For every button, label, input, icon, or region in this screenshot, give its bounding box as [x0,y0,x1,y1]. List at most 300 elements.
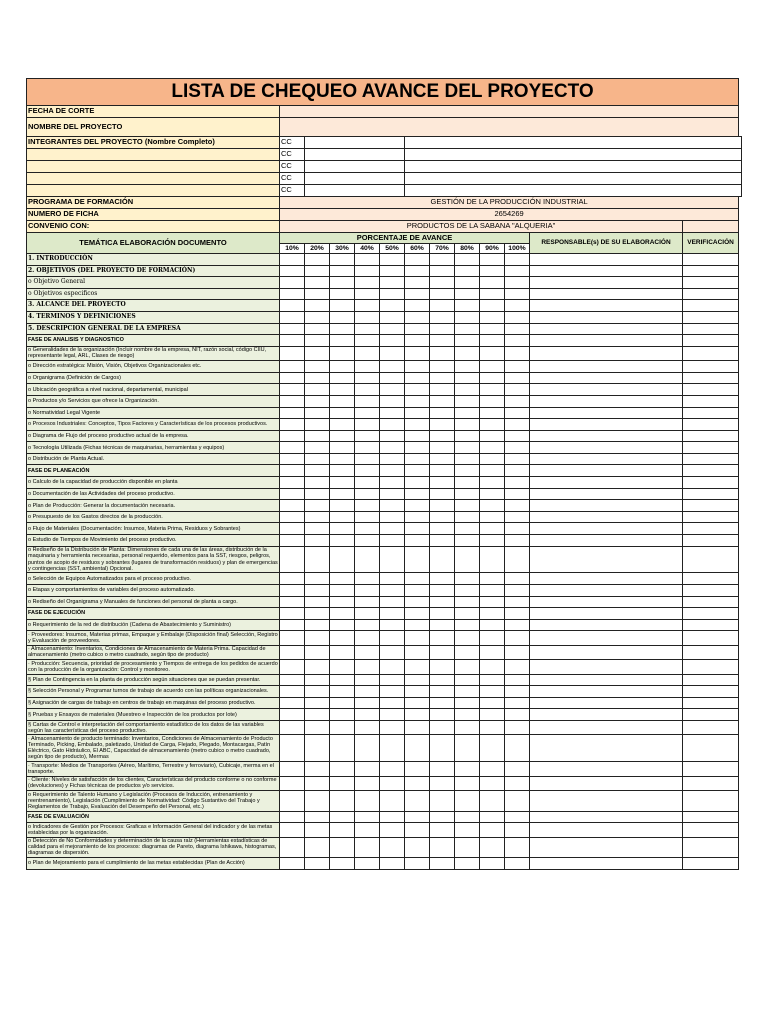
responsable-cell[interactable] [530,254,683,266]
progress-cell[interactable] [355,277,380,289]
verificacion-cell[interactable] [683,430,739,442]
progress-cell[interactable] [305,858,330,870]
responsable-cell[interactable] [530,709,683,721]
progress-cell[interactable] [355,546,380,573]
progress-cell[interactable] [280,709,305,721]
progress-cell[interactable] [480,573,505,585]
progress-cell[interactable] [430,395,455,407]
progress-cell[interactable] [280,335,305,347]
progress-cell[interactable] [380,265,405,277]
progress-cell[interactable] [505,407,530,419]
progress-cell[interactable] [280,419,305,431]
progress-cell[interactable] [280,619,305,631]
progress-cell[interactable] [405,631,430,645]
progress-cell[interactable] [280,720,305,734]
progress-cell[interactable] [505,311,530,323]
responsable-cell[interactable] [530,858,683,870]
progress-cell[interactable] [405,384,430,396]
verificacion-cell[interactable] [683,858,739,870]
responsable-cell[interactable] [530,573,683,585]
progress-cell[interactable] [455,674,480,686]
progress-cell[interactable] [430,660,455,674]
progress-cell[interactable] [380,500,405,512]
progress-cell[interactable] [455,790,480,811]
progress-cell[interactable] [355,300,380,312]
progress-cell[interactable] [405,573,430,585]
progress-cell[interactable] [380,346,405,360]
progress-cell[interactable] [480,790,505,811]
verificacion-cell[interactable] [683,790,739,811]
progress-cell[interactable] [305,523,330,535]
progress-cell[interactable] [430,407,455,419]
progress-cell[interactable] [380,720,405,734]
verificacion-cell[interactable] [683,573,739,585]
progress-cell[interactable] [505,277,530,289]
progress-cell[interactable] [280,488,305,500]
progress-cell[interactable] [380,709,405,721]
progress-cell[interactable] [480,720,505,734]
progress-cell[interactable] [355,407,380,419]
verificacion-cell[interactable] [683,288,739,300]
progress-cell[interactable] [305,823,330,837]
progress-cell[interactable] [430,720,455,734]
progress-cell[interactable] [405,288,430,300]
progress-cell[interactable] [355,346,380,360]
progress-cell[interactable] [330,720,355,734]
progress-cell[interactable] [380,300,405,312]
progress-cell[interactable] [355,686,380,698]
progress-cell[interactable] [305,265,330,277]
verificacion-cell[interactable] [683,523,739,535]
verificacion-cell[interactable] [683,277,739,289]
progress-cell[interactable] [305,477,330,489]
progress-cell[interactable] [480,384,505,396]
verificacion-cell[interactable] [683,585,739,597]
progress-cell[interactable] [505,645,530,659]
progress-cell[interactable] [330,500,355,512]
progress-cell[interactable] [430,277,455,289]
progress-cell[interactable] [355,523,380,535]
progress-cell[interactable] [305,311,330,323]
progress-cell[interactable] [330,762,355,776]
progress-cell[interactable] [405,608,430,620]
progress-cell[interactable] [455,407,480,419]
progress-cell[interactable] [405,645,430,659]
progress-cell[interactable] [280,631,305,645]
progress-cell[interactable] [480,776,505,790]
responsable-cell[interactable] [530,535,683,547]
progress-cell[interactable] [355,442,380,454]
progress-cell[interactable] [505,762,530,776]
progress-cell[interactable] [480,346,505,360]
progress-cell[interactable] [280,762,305,776]
progress-cell[interactable] [280,776,305,790]
progress-cell[interactable] [455,419,480,431]
responsable-cell[interactable] [530,361,683,373]
progress-cell[interactable] [455,837,480,858]
progress-cell[interactable] [380,608,405,620]
verificacion-cell[interactable] [683,453,739,465]
progress-cell[interactable] [505,335,530,347]
progress-cell[interactable] [280,311,305,323]
progress-cell[interactable] [430,686,455,698]
responsable-cell[interactable] [530,674,683,686]
progress-cell[interactable] [280,407,305,419]
progress-cell[interactable] [430,790,455,811]
progress-cell[interactable] [505,776,530,790]
progress-cell[interactable] [330,465,355,477]
progress-cell[interactable] [455,477,480,489]
progress-cell[interactable] [380,323,405,335]
progress-cell[interactable] [455,546,480,573]
responsable-cell[interactable] [530,300,683,312]
responsable-cell[interactable] [530,488,683,500]
responsable-cell[interactable] [530,372,683,384]
progress-cell[interactable] [430,254,455,266]
progress-cell[interactable] [280,430,305,442]
verificacion-cell[interactable] [683,384,739,396]
progress-cell[interactable] [455,430,480,442]
progress-cell[interactable] [355,762,380,776]
progress-cell[interactable] [380,288,405,300]
progress-cell[interactable] [330,776,355,790]
progress-cell[interactable] [355,631,380,645]
progress-cell[interactable] [355,361,380,373]
progress-cell[interactable] [305,384,330,396]
verificacion-cell[interactable] [683,419,739,431]
verificacion-cell[interactable] [683,619,739,631]
progress-cell[interactable] [480,546,505,573]
responsable-cell[interactable] [530,823,683,837]
responsable-cell[interactable] [530,419,683,431]
progress-cell[interactable] [430,546,455,573]
progress-cell[interactable] [380,335,405,347]
progress-cell[interactable] [380,660,405,674]
progress-cell[interactable] [355,660,380,674]
progress-cell[interactable] [330,346,355,360]
member-name-cell[interactable] [405,185,742,197]
responsable-cell[interactable] [530,686,683,698]
progress-cell[interactable] [480,395,505,407]
progress-cell[interactable] [330,254,355,266]
progress-cell[interactable] [455,346,480,360]
progress-cell[interactable] [280,735,305,762]
progress-cell[interactable] [280,500,305,512]
progress-cell[interactable] [305,442,330,454]
progress-cell[interactable] [430,265,455,277]
progress-cell[interactable] [305,674,330,686]
verificacion-cell[interactable] [683,395,739,407]
progress-cell[interactable] [430,535,455,547]
progress-cell[interactable] [405,585,430,597]
progress-cell[interactable] [505,573,530,585]
progress-cell[interactable] [280,384,305,396]
progress-cell[interactable] [280,265,305,277]
progress-cell[interactable] [505,660,530,674]
progress-cell[interactable] [480,453,505,465]
progress-cell[interactable] [330,442,355,454]
progress-cell[interactable] [380,511,405,523]
progress-cell[interactable] [280,477,305,489]
responsable-cell[interactable] [530,453,683,465]
progress-cell[interactable] [455,858,480,870]
progress-cell[interactable] [355,720,380,734]
progress-cell[interactable] [430,323,455,335]
progress-cell[interactable] [380,361,405,373]
progress-cell[interactable] [455,395,480,407]
progress-cell[interactable] [480,488,505,500]
progress-cell[interactable] [330,335,355,347]
progress-cell[interactable] [280,453,305,465]
responsable-cell[interactable] [530,837,683,858]
progress-cell[interactable] [455,311,480,323]
progress-cell[interactable] [405,762,430,776]
verificacion-cell[interactable] [683,697,739,709]
progress-cell[interactable] [405,858,430,870]
progress-cell[interactable] [455,762,480,776]
progress-cell[interactable] [480,823,505,837]
progress-cell[interactable] [455,384,480,396]
progress-cell[interactable] [280,546,305,573]
progress-cell[interactable] [405,430,430,442]
progress-cell[interactable] [405,660,430,674]
progress-cell[interactable] [305,511,330,523]
verificacion-cell[interactable] [683,535,739,547]
progress-cell[interactable] [505,811,530,823]
progress-cell[interactable] [505,465,530,477]
progress-cell[interactable] [305,430,330,442]
progress-cell[interactable] [305,500,330,512]
progress-cell[interactable] [380,465,405,477]
progress-cell[interactable] [405,419,430,431]
progress-cell[interactable] [355,823,380,837]
member-name-cell[interactable] [405,137,742,149]
progress-cell[interactable] [330,811,355,823]
responsable-cell[interactable] [530,735,683,762]
progress-cell[interactable] [455,442,480,454]
progress-cell[interactable] [330,288,355,300]
progress-cell[interactable] [455,372,480,384]
progress-cell[interactable] [305,372,330,384]
verificacion-cell[interactable] [683,300,739,312]
progress-cell[interactable] [405,500,430,512]
verificacion-cell[interactable] [683,323,739,335]
progress-cell[interactable] [505,488,530,500]
progress-cell[interactable] [305,488,330,500]
progress-cell[interactable] [305,608,330,620]
progress-cell[interactable] [380,631,405,645]
responsable-cell[interactable] [530,608,683,620]
responsable-cell[interactable] [530,546,683,573]
progress-cell[interactable] [505,372,530,384]
responsable-cell[interactable] [530,311,683,323]
responsable-cell[interactable] [530,776,683,790]
progress-cell[interactable] [305,585,330,597]
progress-cell[interactable] [405,596,430,608]
progress-cell[interactable] [355,500,380,512]
progress-cell[interactable] [280,323,305,335]
progress-cell[interactable] [480,511,505,523]
verificacion-cell[interactable] [683,596,739,608]
progress-cell[interactable] [355,395,380,407]
progress-cell[interactable] [455,511,480,523]
progress-cell[interactable] [380,858,405,870]
progress-cell[interactable] [355,372,380,384]
verificacion-cell[interactable] [683,254,739,266]
progress-cell[interactable] [405,361,430,373]
progress-cell[interactable] [505,419,530,431]
progress-cell[interactable] [355,430,380,442]
progress-cell[interactable] [330,323,355,335]
progress-cell[interactable] [430,419,455,431]
progress-cell[interactable] [355,619,380,631]
progress-cell[interactable] [455,720,480,734]
progress-cell[interactable] [505,709,530,721]
responsable-cell[interactable] [530,465,683,477]
progress-cell[interactable] [405,535,430,547]
progress-cell[interactable] [280,372,305,384]
progress-cell[interactable] [455,619,480,631]
progress-cell[interactable] [330,686,355,698]
progress-cell[interactable] [380,573,405,585]
progress-cell[interactable] [305,811,330,823]
verificacion-cell[interactable] [683,608,739,620]
member-name-cell[interactable] [405,149,742,161]
progress-cell[interactable] [430,361,455,373]
progress-cell[interactable] [280,823,305,837]
progress-cell[interactable] [380,488,405,500]
progress-cell[interactable] [505,608,530,620]
progress-cell[interactable] [480,596,505,608]
cc-number-cell[interactable] [305,149,405,161]
progress-cell[interactable] [430,300,455,312]
progress-cell[interactable] [405,488,430,500]
progress-cell[interactable] [505,674,530,686]
progress-cell[interactable] [355,323,380,335]
progress-cell[interactable] [505,697,530,709]
verificacion-cell[interactable] [683,361,739,373]
progress-cell[interactable] [330,645,355,659]
progress-cell[interactable] [505,858,530,870]
verificacion-cell[interactable] [683,674,739,686]
progress-cell[interactable] [330,573,355,585]
progress-cell[interactable] [505,631,530,645]
responsable-cell[interactable] [530,277,683,289]
progress-cell[interactable] [480,372,505,384]
cc-number-cell[interactable] [305,185,405,197]
progress-cell[interactable] [305,619,330,631]
progress-cell[interactable] [455,361,480,373]
progress-cell[interactable] [380,477,405,489]
progress-cell[interactable] [455,735,480,762]
responsable-cell[interactable] [530,811,683,823]
progress-cell[interactable] [505,735,530,762]
progress-cell[interactable] [455,686,480,698]
responsable-cell[interactable] [530,430,683,442]
progress-cell[interactable] [480,631,505,645]
progress-cell[interactable] [355,535,380,547]
progress-cell[interactable] [355,709,380,721]
responsable-cell[interactable] [530,346,683,360]
progress-cell[interactable] [330,858,355,870]
progress-cell[interactable] [330,361,355,373]
progress-cell[interactable] [430,430,455,442]
progress-cell[interactable] [430,453,455,465]
progress-cell[interactable] [480,361,505,373]
progress-cell[interactable] [430,674,455,686]
responsable-cell[interactable] [530,660,683,674]
progress-cell[interactable] [405,523,430,535]
progress-cell[interactable] [505,430,530,442]
progress-cell[interactable] [505,300,530,312]
progress-cell[interactable] [480,674,505,686]
progress-cell[interactable] [405,453,430,465]
progress-cell[interactable] [380,823,405,837]
progress-cell[interactable] [405,323,430,335]
progress-cell[interactable] [480,608,505,620]
responsable-cell[interactable] [530,720,683,734]
progress-cell[interactable] [355,335,380,347]
progress-cell[interactable] [305,837,330,858]
progress-cell[interactable] [430,372,455,384]
progress-cell[interactable] [305,395,330,407]
responsable-cell[interactable] [530,288,683,300]
progress-cell[interactable] [355,419,380,431]
progress-cell[interactable] [480,660,505,674]
progress-cell[interactable] [430,709,455,721]
progress-cell[interactable] [430,346,455,360]
progress-cell[interactable] [505,535,530,547]
progress-cell[interactable] [330,311,355,323]
progress-cell[interactable] [355,254,380,266]
responsable-cell[interactable] [530,335,683,347]
progress-cell[interactable] [280,674,305,686]
verificacion-cell[interactable] [683,660,739,674]
progress-cell[interactable] [480,585,505,597]
responsable-cell[interactable] [530,407,683,419]
progress-cell[interactable] [455,288,480,300]
progress-cell[interactable] [430,311,455,323]
progress-cell[interactable] [455,608,480,620]
progress-cell[interactable] [380,546,405,573]
progress-cell[interactable] [505,442,530,454]
progress-cell[interactable] [455,500,480,512]
verificacion-cell[interactable] [683,511,739,523]
progress-cell[interactable] [505,523,530,535]
progress-cell[interactable] [280,608,305,620]
progress-cell[interactable] [380,442,405,454]
progress-cell[interactable] [405,511,430,523]
progress-cell[interactable] [330,660,355,674]
progress-cell[interactable] [455,265,480,277]
progress-cell[interactable] [280,837,305,858]
progress-cell[interactable] [380,407,405,419]
verificacion-cell[interactable] [683,709,739,721]
progress-cell[interactable] [505,346,530,360]
responsable-cell[interactable] [530,442,683,454]
progress-cell[interactable] [330,477,355,489]
progress-cell[interactable] [455,697,480,709]
progress-cell[interactable] [305,335,330,347]
progress-cell[interactable] [405,277,430,289]
progress-cell[interactable] [330,407,355,419]
progress-cell[interactable] [430,511,455,523]
progress-cell[interactable] [355,573,380,585]
progress-cell[interactable] [380,776,405,790]
progress-cell[interactable] [305,790,330,811]
progress-cell[interactable] [280,465,305,477]
progress-cell[interactable] [405,709,430,721]
